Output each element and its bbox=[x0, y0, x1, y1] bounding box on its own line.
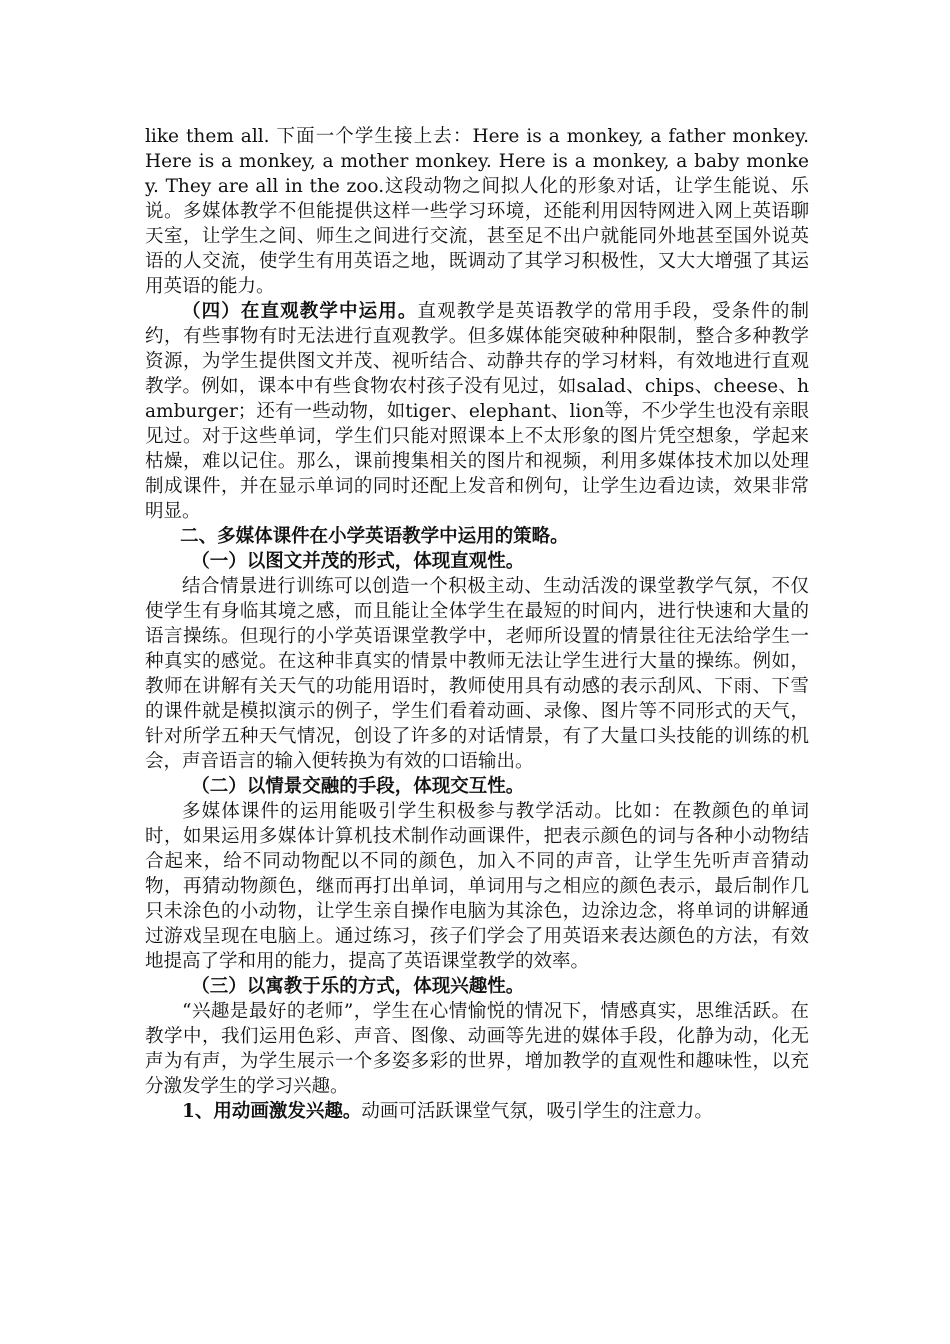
subheading-interest: （三）以寓教于乐的方式，体现兴趣性。 bbox=[191, 976, 525, 997]
paragraph-color-words: 多媒体课件的运用能吸引学生积极参与教学活动。比如：在教颜色的单词时，如果运用多媒体计算机技术制作动画课件，把表示颜色的词与各种小动物结合起来，给不同动物配以不同的颜色，加入不同的声音，让学生先听声音猜动物，再猜动物颜色，继而再打出单词，单词用与之相应的颜色表示，最后制作几只未涂色的小动物，让学生亲自操作电脑为其涂色，边涂边念，将单词的讲解通过游戏呈现在电脑上。通过练习，孩子们学会了用英语来表达颜色的方法，有效地提高了学和用的能力，提高了英语课堂教学的效率。 bbox=[145, 801, 809, 972]
paragraph-body-animation: 动画可活跃课堂气氛，吸引学生的注意力。 bbox=[361, 1101, 713, 1122]
section-heading-strategies: 二、多媒体课件在小学英语教学中运用的策略。 bbox=[180, 526, 569, 547]
paragraph-body-visual-teaching: 直观教学是英语教学的常用手段，受条件的制约，有些事物有时无法进行直观教学。但多媒体能突破种种限制，整合多种教学资源，为学生提供图文并茂、视听结合、动静共存的学习材料，有效地进行直观教学。例如，课本中有些食物农村孩子没有见过，如salad、chips、cheese、hamburger；还有一些动物，如tiger、elephant、lion等，不少学生也没有亲眼见过。对于这些单词，学生们只能对照课本上不太形象的图片凭空想象，学起来枯燥，难以记住。那么，课前搜集相关的图片和视频，利用多媒体技术加以处理制成课件，并在显示单词的同时还配上发音和例句，让学生边看边读，效果非常明显。 bbox=[145, 301, 809, 522]
paragraph-lead-animation: 1、用动画激发兴趣。 bbox=[182, 1101, 362, 1122]
paragraph-animation bbox=[145, 1099, 809, 1124]
paragraph-situational-training: 结合情景进行训练可以创造一个积极主动、生动活泼的课堂教学气氛，不仅使学生有身临其境之感，而且能让全体学生在最短的时间内，进行快速和大量的语言操练。但现行的小学英语课堂教学中，老师所设置的情景往往无法给学生一种真实的感觉。在这种非真实的情景中教师无法让学生进行大量的操练。例如，教师在讲解有关天气的功能用语时，教师使用具有动感的表示刮风、下雨、下雪的课件就是模拟演示的例子，学生们看着动画、录像、图片等不同形式的天气，针对所学五种天气情况，创设了许多的对话情景，有了大量口头技能的训练的机会，声音语言的输入便转换为有效的口语输出。 bbox=[145, 576, 809, 772]
paragraph-monkey-dialogue: like them all. 下面一个学生接上去：Here is a monkey, a father monkey. Here is a monkey, a mother monkey. Here is a monkey, a baby monkey. They are all in the zoo.这段动物之间拟人化的形象对话，让学生能说、乐说。多媒体教学不但能提供这样一些学习环境，还能利用因特网进入网上英语聊天室，让学生之间、师生之间进行交流，甚至足不出户就能同外地甚至国外说英语的人交流，使学生有用英语之地，既调动了其学习积极性，又大大增强了其运用英语的能力。 bbox=[145, 126, 809, 297]
subheading-intuitive: （一）以图文并茂的形式，体现直观性。 bbox=[191, 551, 525, 572]
subheading-interactive: （二）以情景交融的手段，体现交互性。 bbox=[191, 776, 525, 797]
paragraph-visual-teaching bbox=[145, 299, 809, 524]
paragraph-interest: “兴趣是最好的老师”，学生在心情愉悦的情况下，情感真实，思维活跃。在教学中，我们运用色彩、声音、图像、动画等先进的媒体手段，化静为动，化无声为有声，为学生展示一个多姿多彩的世界，增加教学的直观性和趣味性，以充分激发学生的学习兴趣。 bbox=[145, 1001, 809, 1097]
document-page bbox=[145, 124, 809, 1124]
paragraph-lead-visual-teaching: （四）在直观教学中运用。 bbox=[182, 301, 418, 322]
